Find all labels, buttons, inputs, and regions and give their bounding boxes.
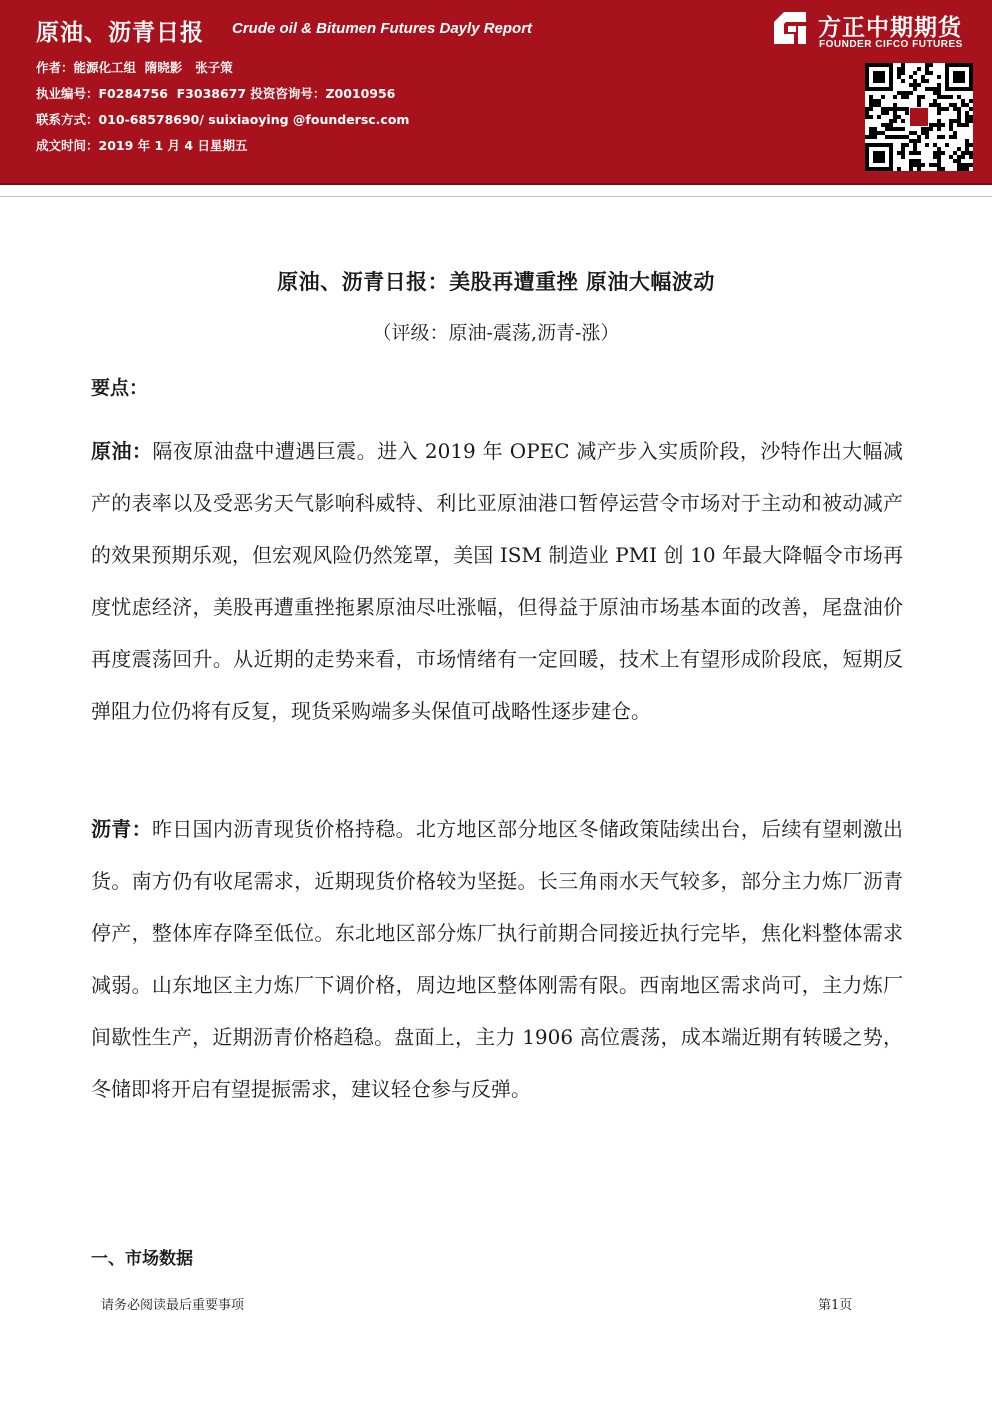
contact-value: 010-68578690/ suixiaoying @foundersc.com	[98, 112, 410, 127]
logo-name-en: FOUNDER CIFCO FUTURES	[819, 39, 963, 50]
qr-code-icon	[865, 63, 973, 171]
logo-name-cn: 方正中期期货	[818, 15, 962, 41]
header-title-cn: 原油、沥青日报	[36, 20, 204, 46]
section-market-data-heading: 一、市场数据	[91, 1249, 193, 1269]
header-divider	[0, 196, 992, 197]
header-license	[36, 84, 395, 102]
date-value: 2019 年 1 月 4 日星期五	[98, 138, 248, 153]
brand-logo	[770, 8, 985, 56]
keypoints-heading: 要点：	[91, 377, 149, 399]
document-title: 原油、沥青日报：美股再遭重挫 原油大幅波动	[277, 270, 715, 294]
contact-label: 联系方式：	[36, 112, 99, 127]
header-contact	[36, 110, 409, 128]
bitumen-paragraph	[91, 803, 903, 1115]
date-label: 成文时间：	[36, 138, 99, 153]
header-bottom-line	[0, 183, 992, 185]
header-authors	[36, 58, 233, 76]
footer-notice: 请务必阅读最后重要事项	[101, 1298, 245, 1313]
advisory-value: Z0010956	[325, 86, 396, 101]
page-number: 第1页	[818, 1298, 853, 1313]
crude-oil-label: 原油：	[91, 439, 153, 463]
authors-text: 作者：能源化工组 隋晓影 张子策	[36, 60, 233, 75]
advisory-label: 投资咨询号：	[250, 86, 326, 101]
document-rating: （评级：原油-震荡,沥青-涨）	[372, 322, 620, 344]
crude-oil-text: 隔夜原油盘中遭遇巨震。进入 2019 年 OPEC 减产步入实质阶段，沙特作出大幅减产的表率以及受恶劣天气影响科威特、利比亚原油港口暂停运营令市场对于主动和被动减产的效果预期乐观，但宏观风险仍然笼罩，美国 ISM 制造业 PMI 创 10 年最大降幅令市场再度忧虑经济，美股再遭重挫拖累原油尽吐涨幅，但得益于原油市场基本面的改善，尾盘油价再度震荡回升。从近期的走势来看，市场情绪有一定回暖，技术上有望形成阶段底，短期反弹阻力位仍将有反复，现货采购端多头保值可战略性逐步建仓。	[91, 439, 903, 723]
header-title-en: Crude oil & Bitumen Futures Dayly Report	[232, 20, 533, 37]
founder-logo-icon	[770, 8, 810, 48]
license-values: F0284756 F3038677	[98, 86, 247, 101]
crude-oil-paragraph	[91, 425, 903, 737]
bitumen-label: 沥青：	[91, 817, 152, 841]
license-label: 执业编号：	[36, 86, 99, 101]
report-header	[0, 0, 992, 183]
bitumen-text: 昨日国内沥青现货价格持稳。北方地区部分地区冬储政策陆续出台，后续有望刺激出货。南方仍有收尾需求，近期现货价格较为坚挺。长三角雨水天气较多，部分主力炼厂沥青停产，整体库存降至低位。东北地区部分炼厂执行前期合同接近执行完毕，焦化料整体需求减弱。山东地区主力炼厂下调价格，周边地区整体刚需有限。西南地区需求尚可，主力炼厂间歇性生产，近期沥青价格趋稳。盘面上，主力 1906 高位震荡，成本端近期有转暖之势，冬储即将开启有望提振需求，建议轻仓参与反弹。	[91, 817, 904, 1101]
header-date	[36, 136, 247, 154]
